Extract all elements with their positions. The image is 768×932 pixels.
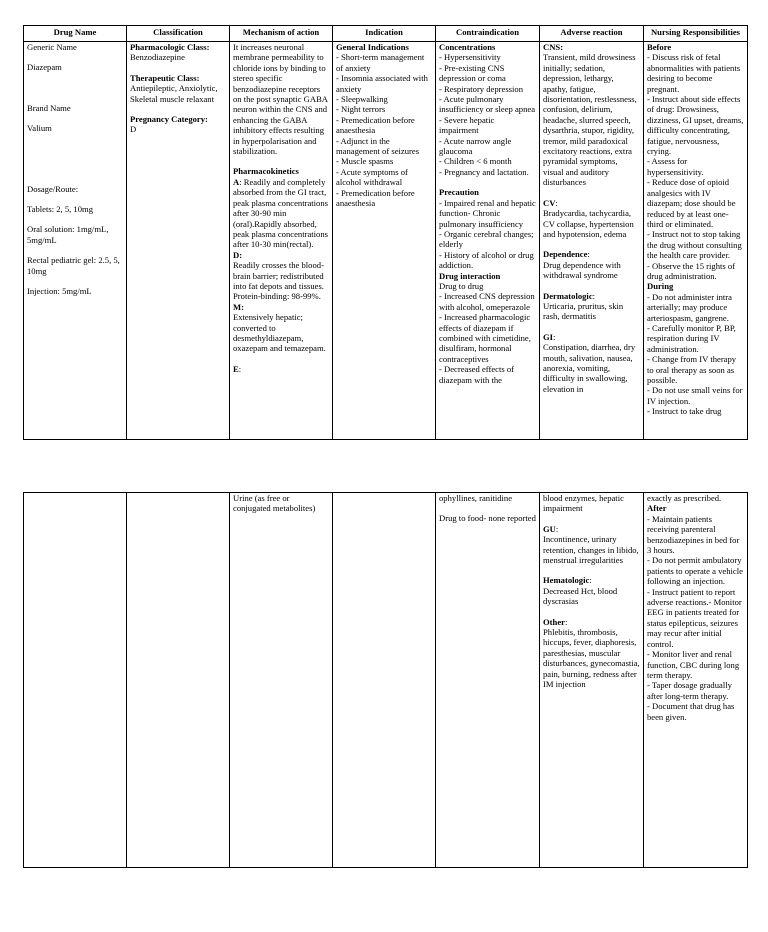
header-nursing: Nursing Responsibilities <box>644 26 748 42</box>
during-item: - Do not use small veins for IV injection. <box>647 385 745 406</box>
contraindication-item: - Children < 6 month <box>439 156 512 167</box>
dosage-tablets: Tablets: 2, 5, 10mg <box>27 204 93 215</box>
adverse-reaction-cell-cont: blood enzymes, hepatic impairment GU: Incontinence, urinary retention, changes in libido, menstrual irregularities Hematologic: Decreased Hct, blood dyscrasias Other: Phlebitis, thrombosis, hiccups, fever, diaphoresis, paresthesias, muscular disturbances, gynecomastia, pain, burning, redness after IM injection <box>540 493 644 868</box>
during-item: - Carefully monitor P, BP, respiration during IV administration. <box>647 322 738 354</box>
indication-item: - Acute symptoms of alcohol withdrawal <box>336 166 411 188</box>
interaction-item: Drug to drug <box>439 280 484 291</box>
precaution-label: Precaution <box>439 187 479 198</box>
drug-name-cell-cont <box>24 493 127 868</box>
dermatologic-label: Dermatologic <box>543 290 593 301</box>
dependence-label: Dependence <box>543 249 588 260</box>
general-indications-label: General Indications <box>336 42 409 52</box>
during-label: During <box>647 281 674 292</box>
header-adverse-reaction: Adverse reaction <box>540 26 644 42</box>
during-continued: exactly as prescribed. <box>647 493 722 503</box>
header-classification: Classification <box>127 26 230 42</box>
drug-interaction-label: Drug interaction <box>439 270 501 281</box>
drug-study-table-page-2 <box>23 492 748 868</box>
precaution-item: - History of alcohol or drug addiction. <box>439 249 536 271</box>
indication-item: - Short-term management of anxiety <box>336 52 427 73</box>
contraindication-item: - Severe hepatic impairment <box>439 114 497 136</box>
nursing-cell <box>644 42 748 440</box>
contraindication-item: - Hypersensitivity <box>439 52 501 63</box>
before-item: - Assess for hypersensitivity. <box>647 156 704 177</box>
table-row <box>24 493 748 868</box>
metabolism-text: Extensively hepatic; converted to desmethyldiazepam, oxazepam and temazepam. <box>233 312 326 354</box>
pregnancy-category-label: Pregnancy Category <box>130 114 206 125</box>
before-item: - Reduce dose of opioid analgesics with IV diazepam; dose should be reduced by at least one-third or eliminated. <box>647 177 738 229</box>
after-item: - Do not permit ambulatory patients to operate a vehicle following an injection. <box>647 555 746 587</box>
drug-to-food: Drug to food- none reported <box>439 513 536 524</box>
dosage-rectal: Rectal pediatric gel: 2.5, 5, 10mg <box>27 255 122 276</box>
during-item: - Do not administer intra arterially; may produce arteriospasm, gangrene. <box>647 291 735 323</box>
cns-text: Transient, mild drowsiness initially; sedation, depression, lethargy, apathy, fatigue, disorientation, restlessness, confusion, delirium, headache, slurred speech, dysarthria, stupor, rigidity, tremor, mild paradoxical excitatory reactions, extra pyramidal symptoms, visual and auditory disturbances <box>543 52 639 188</box>
contraindication-item: - Acute pulmonary insufficiency or sleep apnea <box>439 94 536 115</box>
header-mechanism: Mechanism of action <box>230 26 333 42</box>
mechanism-text: It increases neuronal membrane permeability to chloride ions by binding to stereo specific benzodiazepine receptors on the post synaptic GABA neuron within the CNS and enhancing the GABA inhibitory effects resulting in hyperpolarisation and stabilization. <box>233 42 330 157</box>
other-label: Other <box>543 616 565 627</box>
drug-study-table-page-1 <box>23 25 748 440</box>
after-item: - Instruct patient to report adverse reactions.- Monitor EEG in patients treated for status epilepticus, seizures may recur after initial control. <box>647 586 744 649</box>
after-item: - Taper dosage gradually after long-term therapy. <box>647 680 735 701</box>
therapeutic-class: Antiepileptic, Anxiolytic, Skeletal muscle relaxant <box>130 83 220 104</box>
distribution-label: D <box>233 249 240 260</box>
brand-name-label: Brand Name <box>27 102 71 113</box>
contraindication-item: - Respiratory depression <box>439 83 524 94</box>
indication-item: - Premedication before anaesthesia <box>336 187 417 209</box>
drug-name-cell <box>24 42 127 440</box>
contraindication-cell-cont <box>436 493 540 868</box>
brand-name: Valium <box>27 123 52 134</box>
dependence-text: Drug dependence with withdrawal syndrome <box>543 259 623 281</box>
indication-cell-cont <box>333 493 436 868</box>
excretion-label: E <box>233 363 239 374</box>
classification-cell-cont <box>127 493 230 868</box>
after-item: - Document that drug has been given. <box>647 701 737 722</box>
absorption-label: A <box>233 176 240 187</box>
before-item: - Instruct not to stop taking the drug without consulting the health care provider. <box>647 229 744 261</box>
dosage-route-label: Dosage/Route: <box>27 183 79 194</box>
classification-cell: Pharmacologic Class: Benzodiazepine Therapeutic Class: Antiepileptic, Anxiolytic, Skeletal muscle relaxant Pregnancy Category: D <box>127 42 230 440</box>
absorption-text: : Readily and completely absorbed from the GI tract, peak plasma concentrations after 30-90 min (oral).Rapidly absorbed, peak plasma concentrations after 10-30 min(rectal). <box>233 176 331 250</box>
hematologic-label: Hematologic <box>543 575 590 586</box>
pregnancy-category: D <box>130 124 137 135</box>
dosage-oral: Oral solution: 1mg/mL, 5mg/mL <box>27 224 111 245</box>
nursing-cell-cont <box>644 493 748 868</box>
pharmacologic-class: Benzodiazepine <box>130 52 185 63</box>
gi-label: GI <box>543 331 554 342</box>
header-indication: Indication <box>333 26 436 42</box>
before-item: - Observe the 15 rights of drug administration. <box>647 260 738 281</box>
interaction-item: - Increased CNS depression with alcohol, omeperazole <box>439 291 537 312</box>
after-item: - Monitor liver and renal function, CBC during long term therapy. <box>647 649 742 680</box>
interaction-continued: ophyllines, ranitidine <box>439 493 513 503</box>
indication-item: - Muscle spasms <box>336 156 394 167</box>
indication-item: - Sleepwalking <box>336 94 388 105</box>
indication-item: - Night terrors <box>336 104 386 115</box>
dosage-injection: Injection: 5mg/mL <box>27 286 92 297</box>
interaction-item: - Increased pharmacologic effects of diazepam if combined with cimetidine, disulfiram, hormonal contraceptives <box>439 312 534 364</box>
indication-item: - Insomnia associated with anxiety <box>336 73 431 94</box>
gu-text: Incontinence, urinary retention, changes in libido, menstrual irregularities <box>543 534 641 566</box>
generic-name: Diazepam <box>27 62 62 73</box>
header-contraindication: Contraindication <box>436 26 540 42</box>
concentrations-label: Concentrations <box>439 42 496 52</box>
distribution-text: Readily crosses the blood-brain barrier; redistributed into fat depots and tissues. Protein-binding: 98-99%. <box>233 260 327 302</box>
pharmacologic-class-label: Pharmacologic Class <box>130 42 207 52</box>
therapeutic-class-label: Therapeutic Class <box>130 72 197 83</box>
after-item: - Maintain patients receiving parenteral benzodiazepines in bed for 3 hours. <box>647 513 742 556</box>
generic-name-label: Generic Name <box>27 42 77 52</box>
contraindication-item: - Acute narrow angle glaucoma <box>439 135 514 157</box>
cns-label: CNS <box>543 42 561 52</box>
before-item: - Discuss risk of fetal abnormalities with patients desiring to become pregnant. <box>647 52 743 94</box>
adverse-reaction-cell: CNS: Transient, mild drowsiness initially; sedation, depression, lethargy, apathy, fatigue, disorientation, restlessness, confusion, delirium, headache, slurred speech, dysarthria, stupor, rigidity, tremor, mild paradoxical excitatory reactions, extra pyramidal symptoms, visual and auditory disturbances CV: Bradycardia, tachycardia, CV collapse, hypertension and hypotension, edema Dependence: Drug dependence with withdrawal syndrome Dermatologic: Urticaria, pruritus, skin rash, dermatitis GI: Constipation, diarrhea, dry mouth, salivation, nausea, anorexia, vomiting, difficulty in swallowing, elevation in <box>540 42 644 440</box>
indication-cell <box>333 42 436 440</box>
precaution-item: - Organic cerebral changes; elderly <box>439 228 536 250</box>
table-row <box>24 42 748 440</box>
interaction-item: - Decreased effects of diazepam with the <box>439 364 517 385</box>
contraindication-item: - Pre-existing CNS depression or coma <box>439 62 507 84</box>
contraindication-cell <box>436 42 540 440</box>
metabolism-label: M <box>233 301 242 312</box>
before-item: - Instruct about side effects of drug: Drowsiness, dizziness, GI upset, dreams, difficulty concentrating, fatigue, nervousness, crying. <box>647 94 746 157</box>
indication-item: - Premedication before anaesthesia <box>336 114 417 136</box>
gi-text: Constipation, diarrhea, dry mouth, salivation, nausea, anorexia, vomiting, difficulty in swallowing, elevation in <box>543 342 638 394</box>
cv-text: Bradycardia, tachycardia, CV collapse, hypertension and hypotension, edema <box>543 208 636 239</box>
during-item: - Instruct to take drug <box>647 406 722 417</box>
gi-text-continued: blood enzymes, hepatic impairment <box>543 493 627 514</box>
precaution-item: - Impaired renal and hepatic function- Chronic pulmonary insufficiency <box>439 197 539 229</box>
during-item: - Change from IV therapy to oral therapy as soon as possible. <box>647 354 739 385</box>
indication-item: - Adjunct in the management of seizures <box>336 135 420 157</box>
after-label: After <box>647 503 667 514</box>
gu-label: GU <box>543 523 556 534</box>
before-label: Before <box>647 42 672 52</box>
dermatologic-text: Urticaria, pruritus, skin rash, dermatitis <box>543 300 626 322</box>
header-drug-name: Drug Name <box>24 26 127 42</box>
hematologic-text: Decreased Hct, blood dyscrasias <box>543 585 620 607</box>
cv-label: CV <box>543 197 556 208</box>
pharmacokinetics-label: Pharmacokinetics <box>233 166 299 177</box>
header-row <box>24 26 748 42</box>
mechanism-cell: It increases neuronal membrane permeability to chloride ions by binding to stereo specific benzodiazepine receptors on the post synaptic GABA neuron within the CNS and enhancing the GABA inhibitory effects resulting in hyperpolarisation and stabilization. Pharmacokinetics A: Readily and completely absorbed from the GI tract, peak plasma concentrations after 30-90 min (oral).Rapidly absorbed, peak plasma concentrations after 10-30 min(rectal). D: Readily crosses the blood-brain barrier; redistributed into fat depots and tissues. Protein-binding: 98-99%. M: Extensively hepatic; converted to desmethyldiazepam, oxazepam and temazepam. E: <box>230 42 333 440</box>
mechanism-cell-cont <box>230 493 333 868</box>
other-text: Phlebitis, thrombosis, hiccups, fever, diaphoresis, paresthesias, muscular disturbances, gynecomastia, pain, burning, redness after IM injection <box>543 627 642 690</box>
contraindication-item: - Pregnancy and lactation. <box>439 166 529 177</box>
excretion-text: Urine (as free or conjugated metabolites) <box>233 493 316 514</box>
